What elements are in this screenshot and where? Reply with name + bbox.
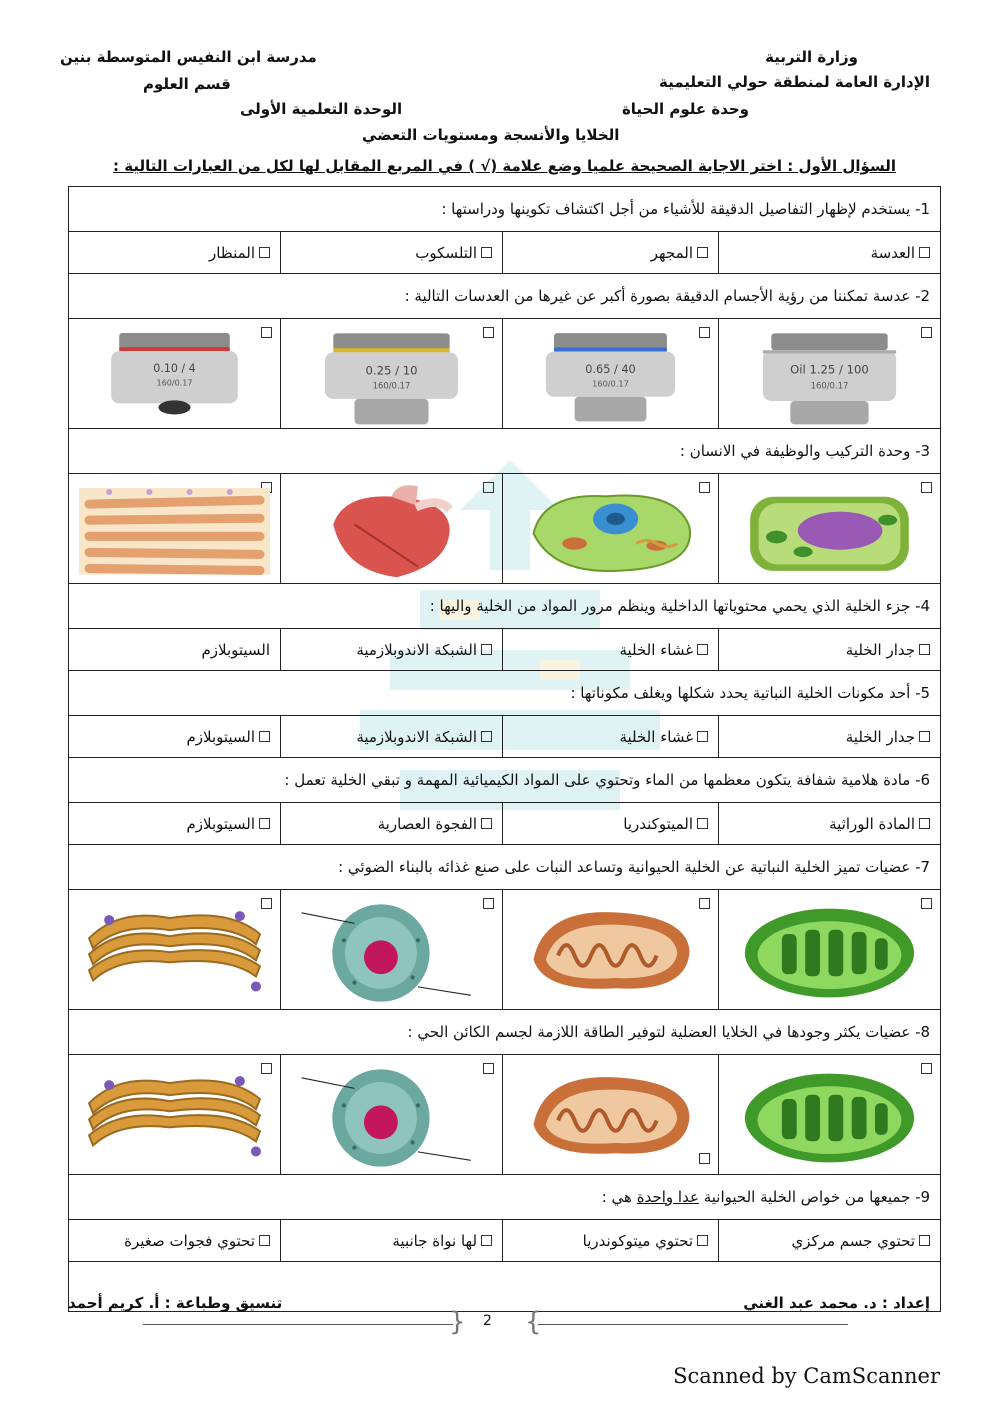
q2-text: 2- عدسة تمكننا من رؤية الأجسام الدقيقة بصورة أكبر عن غيرها من العدسات التالية : — [69, 274, 941, 319]
coordinated-by: تنسيق وطباعة : أ. كريم أحمد — [68, 1294, 283, 1312]
checkbox[interactable] — [481, 644, 492, 655]
q7-option-3[interactable] — [281, 890, 503, 1010]
q5-option-4[interactable]: السيتوبلازم — [69, 716, 281, 758]
q8-option-3[interactable] — [281, 1055, 503, 1175]
checkbox[interactable] — [481, 247, 492, 258]
muscle-tissue-image — [79, 482, 270, 579]
q8-option-2[interactable] — [503, 1055, 719, 1175]
golgi-apparatus-image — [79, 898, 270, 999]
q4-text: 4- جزء الخلية الذي يحمي محتوياتها الداخلية وينظم مرور المواد من الخلية واليها : — [69, 584, 941, 629]
q1-option-1[interactable]: العدسة — [719, 232, 941, 274]
q1-option-4[interactable]: المنظار — [69, 232, 281, 274]
prepared-by: إعداد : د. محمد عبد الغني — [743, 1294, 930, 1312]
q8-text: 8- عضيات يكثر وجودها في الخلايا العضلية لتوفير الطاقة اللازمة لجسم الكائن الحي : — [69, 1010, 941, 1055]
q6-option-1[interactable]: المادة الوراثية — [719, 803, 941, 845]
school-name: مدرسة ابن النفيس المتوسطة بنين — [60, 48, 317, 66]
checkbox[interactable] — [697, 1235, 708, 1246]
objective-lens-40x-image — [513, 327, 708, 426]
q4-option-1[interactable]: جدار الخلية — [719, 629, 941, 671]
checkbox[interactable] — [481, 818, 492, 829]
department: قسم العلوم — [143, 75, 231, 93]
heart-organ-image — [291, 482, 492, 584]
q5-option-3[interactable]: الشبكة الاندوبلازمية — [281, 716, 503, 758]
checkbox[interactable] — [919, 644, 930, 655]
q9-emphasis: عدا واحدة — [636, 1188, 699, 1206]
q5-option-1[interactable]: جدار الخلية — [719, 716, 941, 758]
q7-option-1[interactable] — [719, 890, 941, 1010]
q6-option-3[interactable]: الفجوة العصارية — [281, 803, 503, 845]
objective-lens-4x-image — [79, 327, 270, 424]
golgi-apparatus-image — [79, 1063, 270, 1164]
mitochondria-image — [513, 898, 708, 1001]
q3-option-4[interactable] — [69, 474, 281, 584]
checkbox[interactable] — [481, 1235, 492, 1246]
life-unit: وحدة علوم الحياة — [621, 100, 749, 118]
lens-sublabel: 160/0.17 — [372, 380, 411, 391]
lens-sublabel: 160/0.17 — [810, 380, 849, 391]
lens-sublabel: 160/0.17 — [156, 378, 193, 388]
chloroplast-image — [729, 898, 930, 1004]
q2-option-2[interactable] — [503, 319, 719, 429]
checkbox[interactable] — [919, 731, 930, 742]
q7-option-4[interactable] — [69, 890, 281, 1010]
q5-text: 5- أحد مكونات الخلية النباتية يحدد شكلها ويغلف مكوناتها : — [69, 671, 941, 716]
scanner-watermark: Scanned by CamScanner — [673, 1364, 940, 1388]
checkbox[interactable] — [919, 1235, 930, 1246]
checkbox[interactable] — [697, 731, 708, 742]
q7-text: 7- عضيات تميز الخلية النباتية عن الخلية الحيوانية وتساعد النبات على صنع غذائه بالبناء الضوئي : — [69, 845, 941, 890]
q8-option-1[interactable] — [719, 1055, 941, 1175]
checkbox[interactable] — [919, 818, 930, 829]
q4-option-2[interactable]: غشاء الخلية — [503, 629, 719, 671]
objective-lens-100x-image — [729, 327, 930, 429]
q1-option-3[interactable]: التلسكوب — [281, 232, 503, 274]
page-bracket: } — [525, 1307, 542, 1337]
q4-option-4[interactable]: السيتوبلازم — [69, 629, 281, 671]
plant-cell-image — [729, 482, 930, 584]
checkbox[interactable] — [259, 1235, 270, 1246]
lens-label: 100 / 1.25 Oil — [790, 362, 869, 377]
q7-option-2[interactable] — [503, 890, 719, 1010]
questions-table — [68, 186, 941, 1312]
q8-option-4[interactable] — [69, 1055, 281, 1175]
lens-label: 40 / 0.65 — [585, 363, 636, 377]
q1-text: 1- يستخدم لإظهار التفاصيل الدقيقة للأشياء من أجل اكتشاف تكوينها ودراستها : — [69, 187, 941, 232]
animal-cell-image — [513, 482, 708, 581]
q2-option-1[interactable] — [719, 319, 941, 429]
lesson-title: الخلايا والأنسجة ومستويات التعضي — [362, 126, 620, 144]
checkbox[interactable] — [259, 247, 270, 258]
q6-option-2[interactable]: الميتوكندريا — [503, 803, 719, 845]
checkbox[interactable] — [259, 818, 270, 829]
q9-text: 9- جميعها من خواص الخلية الحيوانية عدا واحدة هي : — [69, 1175, 941, 1220]
objective-lens-10x-image — [291, 327, 492, 429]
q9-option-2[interactable]: تحتوي ميتوكوندريا — [503, 1220, 719, 1262]
chloroplast-image — [729, 1063, 930, 1169]
lens-label: 10 / 0.25 — [365, 363, 418, 378]
unit-title: الوحدة التعلمية الأولى — [240, 100, 403, 118]
question-title: السؤال الأول : اختر الاجابة الصحيحة علميا وضع علامة (√ ) في المربع المقابل لها لكل من العبارات التالية : — [113, 157, 896, 175]
checkbox[interactable] — [481, 731, 492, 742]
footer-divider — [143, 1324, 453, 1325]
q1-option-2[interactable]: المجهر — [503, 232, 719, 274]
q2-option-3[interactable] — [281, 319, 503, 429]
q3-option-1[interactable] — [719, 474, 941, 584]
checkbox[interactable] — [697, 818, 708, 829]
lens-sublabel: 160/0.17 — [592, 378, 629, 389]
q4-option-3[interactable]: الشبكة الاندوبلازمية — [281, 629, 503, 671]
page-bracket: { — [449, 1307, 466, 1337]
page-number: 2 — [483, 1313, 492, 1329]
q9-option-3[interactable]: لها نواة جانبية — [281, 1220, 503, 1262]
footer-divider — [538, 1324, 848, 1325]
checkbox[interactable] — [259, 731, 270, 742]
checkbox[interactable] — [919, 247, 930, 258]
mitochondria-image — [513, 1063, 708, 1166]
q5-option-2[interactable]: غشاء الخلية — [503, 716, 719, 758]
checkbox[interactable] — [697, 644, 708, 655]
lens-label: 4 / 0.10 — [153, 362, 196, 376]
q9-option-4[interactable]: تحتوي فجوات صغيرة — [69, 1220, 281, 1262]
q6-option-4[interactable]: السيتوبلازم — [69, 803, 281, 845]
q2-option-4[interactable] — [69, 319, 281, 429]
q6-text: 6- مادة هلامية شفافة يتكون معظمها من الماء وتحتوي على المواد الكيميائية المهمة و تبقي الخلية تعمل : — [69, 758, 941, 803]
ministry: وزارة التربية — [765, 48, 858, 66]
q3-text: 3- وحدة التركيب والوظيفة في الانسان : — [69, 429, 941, 474]
checkbox[interactable] — [697, 247, 708, 258]
directorate: الإدارة العامة لمنطقة حولي التعليمية — [658, 73, 930, 91]
q3-option-2[interactable] — [503, 474, 719, 584]
q3-option-3[interactable] — [281, 474, 503, 584]
q9-option-1[interactable]: تحتوي جسم مركزي — [719, 1220, 941, 1262]
nucleus-image — [291, 898, 492, 1004]
nucleus-image — [291, 1063, 492, 1169]
